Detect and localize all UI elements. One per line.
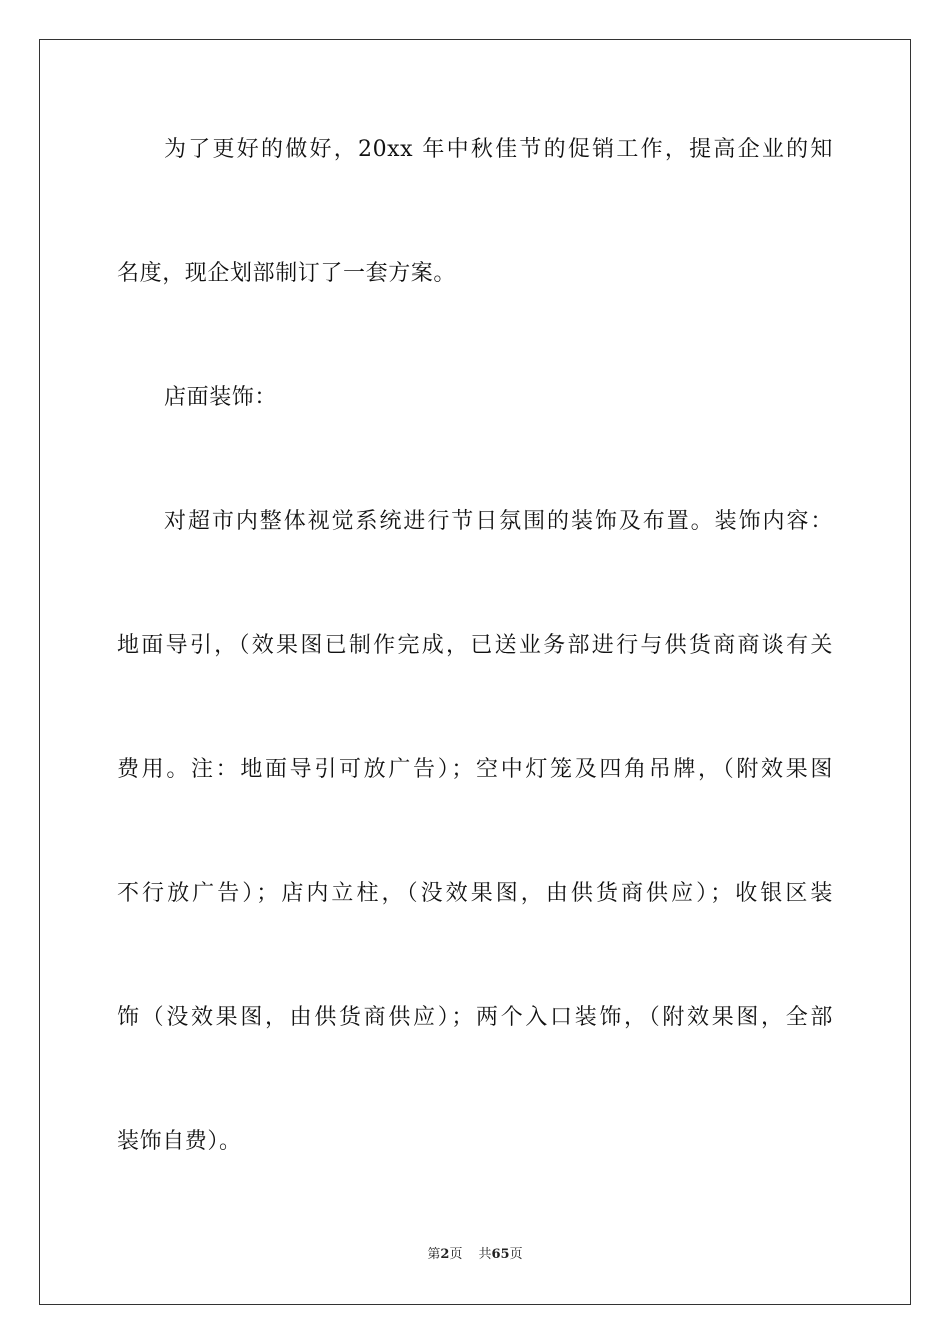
page-prefix: 第 [427,1247,441,1262]
paragraph-decor-line-4: 不行放广告）；店内立柱，（没效果图，由供货商供应）；收银区装 [117,881,833,906]
paragraph-intro-line-1: 为了更好的做好，20xx 年中秋佳节的促销工作，提高企业的知 [164,137,833,162]
paragraph-decor-line-5: 饰（没效果图，由供货商供应）；两个入口装饰，（附效果图，全部 [117,1005,833,1030]
page-border [39,39,911,1305]
section-heading-storefront: 店面装饰： [164,385,278,410]
page-footer [0,1246,950,1264]
total-pages: 65 [491,1247,510,1262]
paragraph-intro-line-2: 名度，现企划部制订了一套方案。 [117,261,457,286]
total-prefix: 共 [478,1247,492,1262]
paragraph-decor-line-2: 地面导引，（效果图已制作完成，已送业务部进行与供货商商谈有关 [117,633,833,658]
paragraph-decor-line-6: 装饰自费）。 [117,1129,242,1154]
page-number: 2 [440,1247,450,1262]
paragraph-decor-line-1: 对超市内整体视觉系统进行节日氛围的装饰及布置。装饰内容： [164,509,833,534]
paragraph-decor-line-3: 费用。注：地面导引可放广告）；空中灯笼及四角吊牌，（附效果图 [117,757,833,782]
total-suffix: 页 [509,1247,523,1262]
page-suffix: 页 [449,1247,463,1262]
